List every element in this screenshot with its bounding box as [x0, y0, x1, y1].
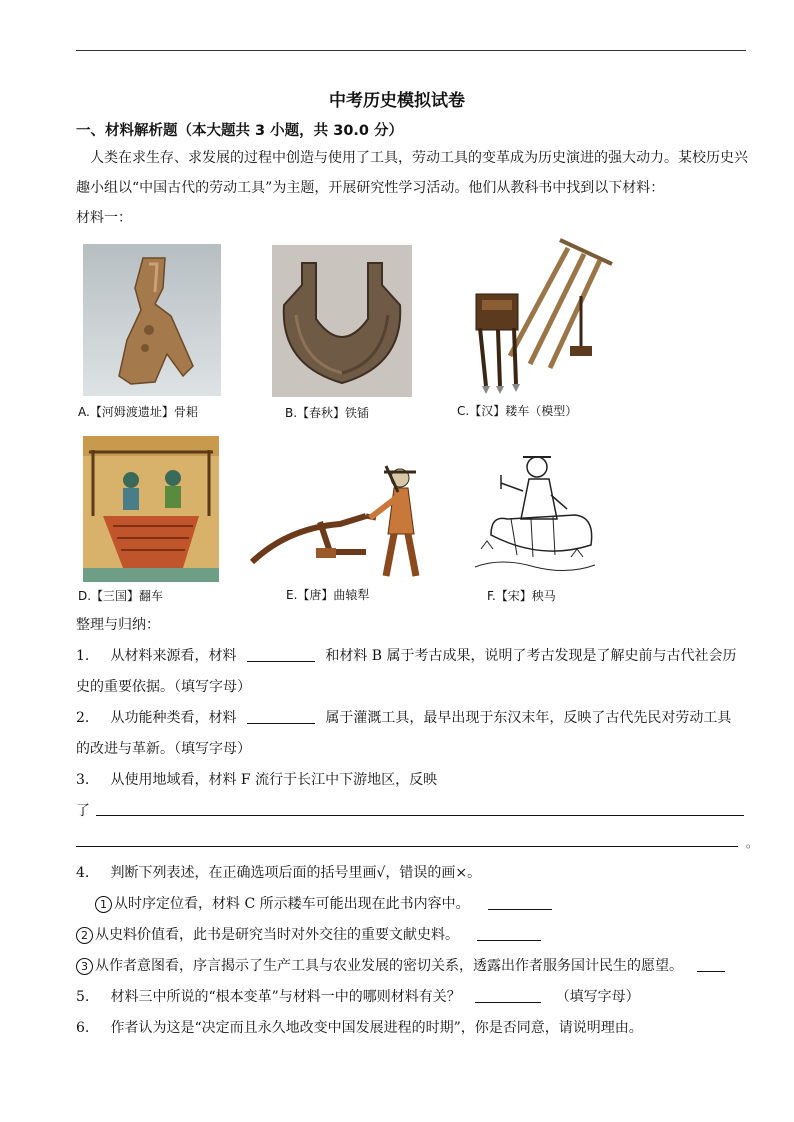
- question-1-number: 1.: [76, 648, 90, 664]
- question-3-answer-line-1[interactable]: [96, 815, 744, 816]
- question-5-number: 5.: [76, 989, 90, 1005]
- question-3-continued: 了: [76, 803, 90, 819]
- question-3-end-mark: 。: [746, 836, 759, 850]
- question-4-item-3-blank[interactable]: [697, 957, 725, 972]
- figure-a-bone-spade-image: [83, 244, 221, 396]
- question-5-text-b: （填写字母）: [555, 989, 640, 1005]
- question-4-item-1-text: 从时序定位看，材料 C 所示耧车可能出现在此书内容中。: [114, 896, 470, 912]
- question-2-number: 2.: [76, 710, 90, 726]
- question-4-item-2-blank[interactable]: [477, 926, 541, 941]
- summary-label: 整理与归纳：: [76, 617, 160, 633]
- question-2-text-a: 从功能种类看，材料: [110, 710, 237, 726]
- material-1-label: 材料一：: [76, 210, 132, 226]
- figure-b-caption: B.【春秋】铁锸: [285, 406, 370, 420]
- question-6: [76, 1017, 643, 1037]
- figure-f-caption: F.【宋】秧马: [487, 589, 556, 603]
- question-3-answer-line-2[interactable]: [76, 846, 738, 847]
- question-4-item-3: [76, 955, 725, 975]
- question-2-answer-blank[interactable]: [247, 709, 315, 724]
- question-4-item-1-blank[interactable]: [488, 895, 552, 910]
- question-1-answer-blank[interactable]: [247, 647, 315, 662]
- question-4-item-2-text: 从史料价值看，此书是研究当时对外交往的重要文献史料。: [95, 927, 459, 943]
- question-1-text-a: 从材料来源看，材料: [110, 648, 237, 664]
- question-1-text-b: 和材料 B 属于考古成果，说明了考古发现是了解史前与古代社会历: [325, 648, 737, 664]
- question-3: [76, 769, 437, 789]
- figure-d-water-wheel-image: [83, 436, 219, 582]
- item-number-circle: 1: [95, 896, 112, 913]
- question-1: [76, 645, 737, 665]
- question-4-number: 4.: [76, 865, 90, 881]
- question-2-continued: 的改进与革新。（填写字母）: [76, 741, 251, 757]
- figure-d-caption: D.【三国】翻车: [78, 589, 164, 603]
- figure-e-caption: E.【唐】曲辕犁: [286, 588, 370, 602]
- question-2-text-b: 属于灌溉工具，最早出现于东汉末年，反映了古代先民对劳动工具: [325, 710, 732, 726]
- question-4-item-3-text: 从作者意图看，序言揭示了生产工具与农业发展的密切关系，透露出作者服务国计民生的愿望。: [95, 958, 683, 974]
- question-1-continued: 史的重要依据。（填写字母）: [76, 679, 251, 695]
- question-4-item-1: [95, 893, 552, 913]
- question-5-answer-blank[interactable]: [475, 988, 541, 1003]
- page-title: 中考历史模拟试卷: [329, 91, 465, 111]
- question-4-item-2: [76, 924, 541, 944]
- section-heading: 一、材料解析题（本大题共 3 小题，共 30.0 分）: [76, 123, 404, 139]
- figure-e-curved-plough-image: [248, 458, 444, 582]
- question-6-number: 6.: [76, 1020, 90, 1036]
- question-4-text: 判断下列表述，在正确选项后面的括号里画√，错误的画×。: [110, 865, 482, 881]
- item-number-circle: 2: [76, 927, 93, 944]
- question-5-text-a: 材料三中所说的“根本变革”与材料一中的哪则材料有关？: [110, 989, 461, 1005]
- question-3-text: 从使用地域看，材料 F 流行于长江中下游地区，反映: [110, 772, 438, 788]
- question-3-number: 3.: [76, 772, 90, 788]
- figure-b-iron-spade-image: [272, 245, 412, 397]
- question-4: [76, 862, 481, 882]
- item-number-circle: 3: [76, 958, 93, 975]
- question-2: [76, 707, 731, 727]
- question-6-text: 作者认为这是“决定而且永久地改变中国发展进程的时期”，你是否同意，请说明理由。: [110, 1020, 643, 1036]
- question-5: [76, 986, 640, 1006]
- figure-c-caption: C.【汉】耧车（模型）: [457, 404, 578, 418]
- figure-f-seedling-horse-image: [471, 445, 599, 579]
- header-rule: [76, 50, 746, 51]
- figure-c-seed-drill-image: [450, 236, 616, 394]
- intro-paragraph: 人类在求生存、求发展的过程中创造与使用了工具，劳动工具的变革成为历史演进的强大动力。某校历史兴趣小组以“中国古代的劳动工具”为主题，开展研究性学习活动。他们从教科书中找到以下材料：: [76, 150, 748, 196]
- figure-a-caption: A.【河姆渡遗址】骨耜: [78, 405, 198, 419]
